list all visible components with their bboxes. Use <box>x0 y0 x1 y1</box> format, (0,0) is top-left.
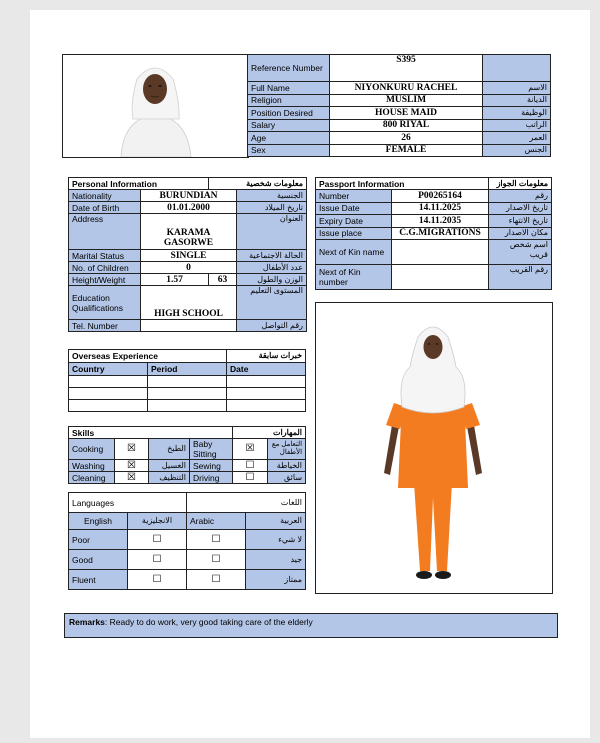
dob-label: Date of Birth <box>69 202 141 214</box>
full-name-label: Full Name <box>248 82 330 95</box>
lang-poor-arabic-checkbox[interactable]: ☐ <box>187 530 246 550</box>
remarks-text: : Ready to do work, very good taking care of the elderly <box>104 617 313 627</box>
religion-label: Religion <box>248 94 330 107</box>
reference-label: Reference Number <box>248 55 330 82</box>
passport-info-table <box>315 177 552 290</box>
position-ar: الوظيفة <box>483 107 551 120</box>
address-value: KARAMA GASORWE <box>141 214 237 250</box>
lang-good-label: Good <box>69 550 128 570</box>
skill-washing-label: Washing <box>69 460 115 472</box>
skills-table <box>68 426 306 484</box>
lang-fluent-english-checkbox[interactable]: ☐ <box>128 570 187 590</box>
lang-poor-label: Poor <box>69 530 128 550</box>
passport-number-ar: رقم <box>489 190 552 203</box>
personal-title: Personal Information <box>69 178 209 190</box>
kin-name-value <box>392 240 489 265</box>
age-value: 26 <box>330 132 483 145</box>
personal-title-ar: معلومات شخصية <box>209 178 307 190</box>
dob-ar: تاريخ الميلاد <box>237 202 307 214</box>
issue-date-label: Issue Date <box>316 202 392 215</box>
sex-ar: الجنس <box>483 144 551 157</box>
passport-title-ar: معلومات الجواز <box>489 178 552 190</box>
expiry-date-value: 14.11.2035 <box>392 215 489 228</box>
salary-ar: الراتب <box>483 119 551 132</box>
sex-label: Sex <box>248 144 330 157</box>
passport-number-value: P00265164 <box>392 190 489 203</box>
religion-ar: الديانة <box>483 94 551 107</box>
age-label: Age <box>248 132 330 145</box>
education-ar: المستوى التعليم <box>237 286 307 320</box>
position-label: Position Desired <box>248 107 330 120</box>
skill-washing-ar: الغسيل <box>149 460 190 472</box>
tel-ar: رقم التواصل <box>237 320 307 332</box>
height-weight-ar: الوزن والطول <box>237 274 307 286</box>
english-ar: الانجليزية <box>128 513 187 530</box>
arabic-label: Arabic <box>187 513 246 530</box>
overseas-empty-row <box>69 400 306 412</box>
lang-fluent-label: Fluent <box>69 570 128 590</box>
skill-cooking-label: Cooking <box>69 439 115 460</box>
remarks-box <box>64 613 558 638</box>
languages-title-ar: اللغات <box>187 493 306 513</box>
address-ar: العنوان <box>237 214 307 250</box>
skill-baby-sitting-checkbox[interactable]: ☒ <box>233 439 268 460</box>
position-value: HOUSE MAID <box>330 107 483 120</box>
nationality-label: Nationality <box>69 190 141 202</box>
overseas-title: Overseas Experience <box>69 350 227 363</box>
overseas-table <box>68 349 306 412</box>
skill-cooking-checkbox[interactable]: ☒ <box>115 439 149 460</box>
skill-sewing-checkbox[interactable]: ☐ <box>233 460 268 472</box>
skills-title: Skills <box>69 427 233 439</box>
expiry-date-ar: تاريخ الانتهاء <box>489 215 552 228</box>
dob-value: 01.01.2000 <box>141 202 237 214</box>
passport-number-label: Number <box>316 190 392 203</box>
lang-fluent-ar: ممتاز <box>246 570 306 590</box>
skill-baby-sitting-label: Baby Sitting <box>190 439 233 460</box>
languages-table <box>68 492 306 590</box>
marital-label: Marital Status <box>69 250 141 262</box>
expiry-date-label: Expiry Date <box>316 215 392 228</box>
skill-driving-label: Driving <box>190 472 233 484</box>
salary-label: Salary <box>248 119 330 132</box>
kin-name-label: Next of Kin name <box>316 240 392 265</box>
issue-place-value: C.G.MIGRATIONS <box>392 227 489 240</box>
skill-driving-ar: سائق <box>268 472 306 484</box>
kin-name-ar: اسم شخص قريب <box>489 240 552 265</box>
full-name-value: NIYONKURU RACHEL <box>330 82 483 95</box>
overseas-title-ar: خبرات سابقة <box>227 350 306 363</box>
date-column-header: Date <box>227 363 306 376</box>
lang-poor-english-checkbox[interactable]: ☐ <box>128 530 187 550</box>
issue-date-value: 14.11.2025 <box>392 202 489 215</box>
tel-label: Tel. Number <box>69 320 141 332</box>
skill-cleaning-ar: التنظيف <box>149 472 190 484</box>
arabic-ar: العربية <box>246 513 306 530</box>
issue-place-ar: مكان الاصدار <box>489 227 552 240</box>
nationality-ar: الجنسية <box>237 190 307 202</box>
issue-date-ar: تاريخ الاصدار <box>489 202 552 215</box>
skill-cleaning-label: Cleaning <box>69 472 115 484</box>
issue-place-label: Issue place <box>316 227 392 240</box>
marital-value: SINGLE <box>141 250 237 262</box>
country-column-header: Country <box>69 363 148 376</box>
english-label: English <box>69 513 128 530</box>
passport-title: Passport Information <box>316 178 489 190</box>
education-label: Education Qualifications <box>69 286 141 320</box>
lang-fluent-arabic-checkbox[interactable]: ☐ <box>187 570 246 590</box>
kin-number-label: Next of Kin number <box>316 265 392 290</box>
children-ar: عدد الأطفال <box>237 262 307 274</box>
lang-good-english-checkbox[interactable]: ☐ <box>128 550 187 570</box>
skill-driving-checkbox[interactable]: ☐ <box>233 472 268 484</box>
lang-poor-ar: لا شيء <box>246 530 306 550</box>
overseas-empty-row <box>69 376 306 388</box>
skill-baby-sitting-ar: التعامل مع الأطفال <box>268 439 306 460</box>
children-value: 0 <box>141 262 237 274</box>
sex-value: FEMALE <box>330 144 483 157</box>
full-name-ar: الاسم <box>483 82 551 95</box>
skills-title-ar: المهارات <box>233 427 306 439</box>
period-column-header: Period <box>148 363 227 376</box>
kin-number-value <box>392 265 489 290</box>
height-value: 1.57 <box>141 274 209 286</box>
age-ar: العمر <box>483 132 551 145</box>
marital-ar: الحالة الاجتماعية <box>237 250 307 262</box>
lang-good-arabic-checkbox[interactable]: ☐ <box>187 550 246 570</box>
skill-sewing-label: Sewing <box>190 460 233 472</box>
weight-value: 63 <box>209 274 237 286</box>
full-body-photo <box>315 302 553 594</box>
reference-value: S395 <box>330 55 483 82</box>
education-value: HIGH SCHOOL <box>141 286 237 320</box>
religion-value: MUSLIM <box>330 94 483 107</box>
height-weight-label: Height/Weight <box>69 274 141 286</box>
personal-info-table <box>68 177 307 332</box>
address-label: Address <box>69 214 141 250</box>
kin-number-ar: رقم القريب <box>489 265 552 290</box>
remarks-label: Remarks <box>69 617 105 627</box>
nationality-value: BURUNDIAN <box>141 190 237 202</box>
skill-washing-checkbox[interactable]: ☒ <box>115 460 149 472</box>
cv-page <box>30 10 590 738</box>
skill-sewing-ar: الخياطة <box>268 460 306 472</box>
skill-cleaning-checkbox[interactable]: ☒ <box>115 472 149 484</box>
children-label: No. of Children <box>69 262 141 274</box>
skill-cooking-ar: الطبخ <box>149 439 190 460</box>
lang-good-ar: جيد <box>246 550 306 570</box>
header-table <box>247 54 551 157</box>
headshot-photo <box>62 54 249 158</box>
tel-value <box>141 320 237 332</box>
salary-value: 800 RIYAL <box>330 119 483 132</box>
overseas-empty-row <box>69 388 306 400</box>
languages-title: Languages <box>69 493 187 513</box>
